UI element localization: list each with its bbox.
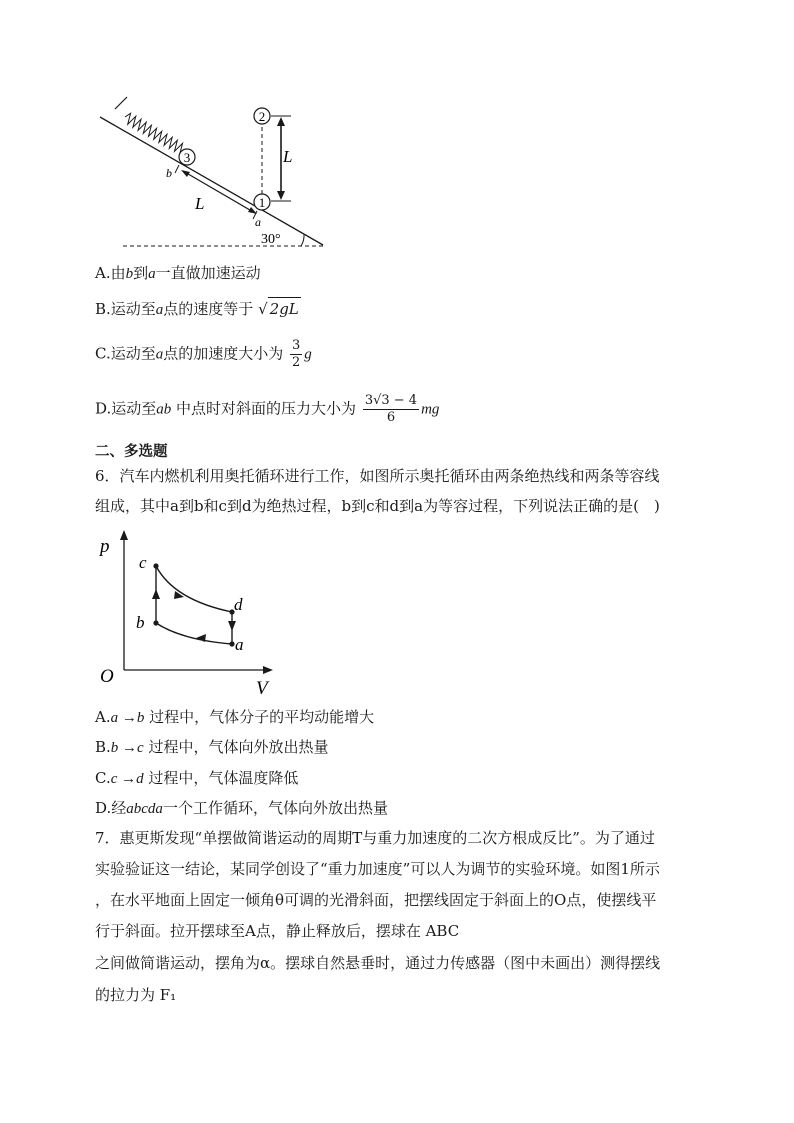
q7-line1: 7．惠更斯发现“单摆做简谐运动的周期T与重力加速度的二次方根成反比”。为了通过 [95,829,655,847]
option-text: 过程中，气体温度降低 [143,769,299,787]
var-a: a [148,266,156,282]
option-text: 一个工作循环，气体向外放出热量 [162,799,388,817]
option-text: 过程中，气体向外放出热量 [143,738,329,756]
q7-line3: ，在水平地面上固定一倾角θ可调的光滑斜面，把摆线固定于斜面上的O点，使摆线平 [95,891,657,909]
option-text: C. [95,769,111,787]
sqrt-expression: 2gL [268,297,301,320]
origin-label: O [100,666,114,687]
q5-option-d [95,393,439,426]
angle-label: 30° [261,232,281,247]
q6-option-c [95,767,298,790]
incline-line [100,117,323,245]
option-text: 点的速度等于 [163,300,254,318]
ball-3-label: 3 [183,150,191,165]
option-text: 点的加速度大小为 [163,344,284,363]
option-text: B. [95,738,111,756]
option-text: B.运动至 [95,300,156,318]
option-text: C.运动至 [95,344,156,363]
process-expr: b →c [110,740,144,756]
point-a [229,641,234,646]
var-g: g [304,346,312,363]
curve-cd [156,566,232,612]
q6-stem-line1: 6．汽车内燃机利用奥托循环进行工作，如图所示奥托循环由两条绝热线和两条等容线 [95,467,660,485]
option-text: 过程中，气体分子的平均动能增大 [144,708,375,726]
point-c [153,563,158,568]
sqrt-sign: √ [258,300,268,318]
fraction [290,338,302,371]
incline-L-label: L [195,194,205,213]
q6-option-d [95,797,388,820]
point-b [153,620,158,625]
ball-2-label: 2 [258,109,266,124]
q6-option-b [95,736,329,759]
var-ab: ab [156,401,172,418]
point-a-label: a [235,635,244,654]
point-d-label: d [234,595,243,614]
option-text: A.由 [95,264,126,282]
fraction-denominator: 6 [386,410,396,425]
option-text: A. [95,708,111,726]
pv-diagram [92,528,282,698]
fraction-denominator: 2 [292,355,301,370]
incline-spring-figure [95,95,335,255]
var-a: a [155,346,164,363]
p-axis-label: p [100,536,110,557]
ball-1-label: 1 [258,195,266,210]
q6-option-a [95,706,374,729]
q7-line5: 之间做简谐运动，摆角为α。摆球自然悬垂时，通过力传感器（图中未画出）测得摆线 [95,954,661,972]
process-expr: c →d [110,771,144,787]
point-a-label: a [255,215,261,229]
option-text: 到 [133,264,149,282]
v-axis-label: V [256,678,268,698]
q5-option-c [95,338,312,371]
option-text: D.运动至 [95,399,157,418]
q6-stem-line2: 组成，其中a到b和c到d为绝热过程，b到c和d到a为等容过程，下列说法正确的是( ) [95,497,660,515]
var-a: a [155,302,164,318]
point-b-label: b [166,166,172,180]
var-mg: mg [421,401,440,418]
q7-line6: 的拉力为 F₁ [95,986,177,1004]
process-expr: abcda [126,801,163,817]
point-c-label: c [139,553,147,572]
fraction-numerator: 3√3 − 4 [364,393,418,408]
q5-option-b [95,297,301,321]
q5-option-a [95,262,261,285]
section-title: 二、多选题 [95,444,168,460]
option-text: D.经 [95,799,127,817]
process-expr: a →b [110,710,145,726]
spring-coil [123,112,189,157]
var-b: b [125,266,134,282]
curve-ba [156,623,232,644]
q7-line2: 实验验证这一结论，某同学创设了“重力加速度”可以人为调节的实验环境。如图1所示 [95,860,660,878]
option-text: 中点时对斜面的压力大小为 [171,399,357,418]
q7-line4: 行于斜面。拉开摆球至A点，静止释放后，摆球在 ABC [95,922,460,940]
fraction [363,393,419,426]
vertical-L-label: L [283,147,293,166]
option-text: 一直做加速运动 [155,264,261,282]
fraction-numerator: 3 [292,338,301,353]
point-b-label: b [136,613,145,632]
